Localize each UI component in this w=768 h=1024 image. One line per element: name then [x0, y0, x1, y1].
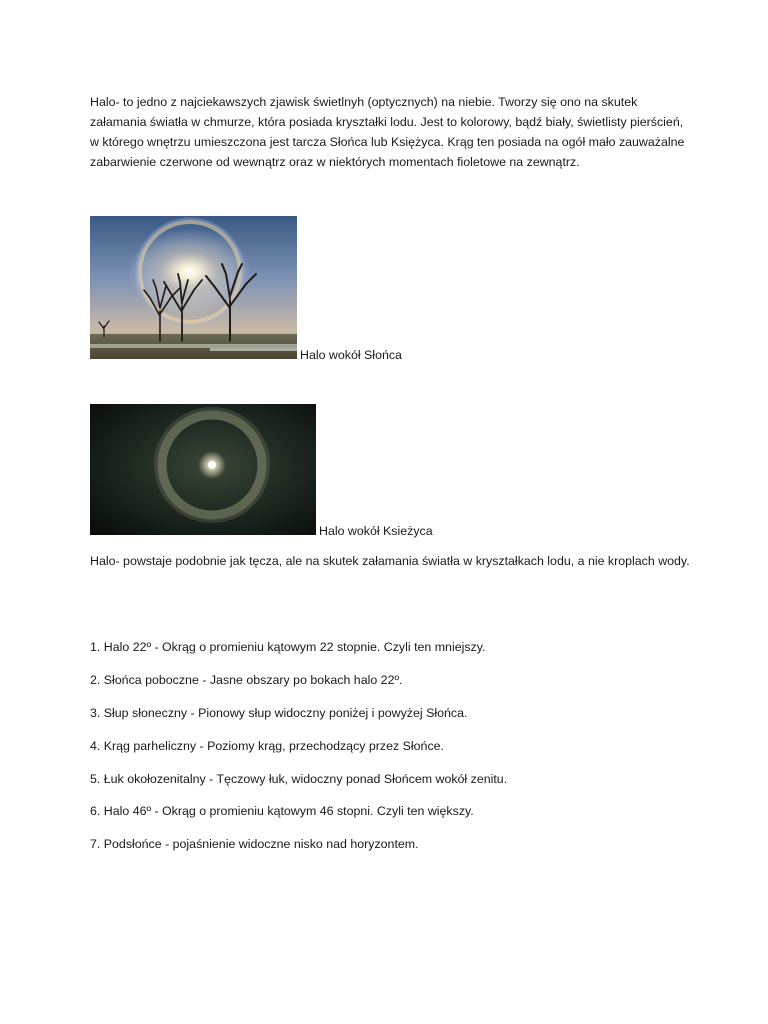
figure-moon-halo: [90, 404, 433, 538]
intro-paragraph: Halo- to jedno z najciekawszych zjawisk świetlnyh (optycznych) na niebie. Tworzy się ono na skutek załamania światła w chmurze, która posiada kryształki lodu. Jest to kolorowy, bądź biały, świetlisty pierścień, w którego wnętrzu umieszczona jest tarcza Słońca lub Księżyca. Krąg ten posiada na ogół mało zauważalne zabarwienie czerwone od wewnątrz oraz w niektórych momentach fioletowe na zewnątrz.: [90, 95, 685, 169]
sun-halo-photo: [90, 216, 297, 359]
figure-moon-caption: Halo wokół Ksieżyca: [319, 524, 433, 538]
figure-sun-caption: Halo wokół Słońca: [300, 348, 402, 362]
moon-halo-photo: [90, 404, 316, 535]
figure-sun-halo: [90, 216, 402, 362]
list-item: 4. Krąg parheliczny - Poziomy krąg, przechodzący przez Słońce.: [90, 739, 444, 753]
list-item: 1. Halo 22º - Okrąg o promieniu kątowym 22 stopnie. Czyli ten mniejszy.: [90, 640, 486, 654]
list-item: 5. Łuk okołozenitalny - Tęczowy łuk, widoczny ponad Słońcem wokół zenitu.: [90, 772, 508, 786]
list-item: 7. Podsłońce - pojaśnienie widoczne nisko nad horyzontem.: [90, 837, 419, 851]
halo-formation-paragraph: Halo- powstaje podobnie jak tęcza, ale na skutek załamania światła w kryształkach lodu, a nie kroplach wody.: [90, 554, 690, 568]
list-item: 6. Halo 46º - Okrąg o promieniu kątowym 46 stopni. Czyli ten większy.: [90, 804, 474, 818]
list-item: 3. Słup słoneczny - Pionowy słup widoczny poniżej i powyżej Słońca.: [90, 706, 468, 720]
list-item: 2. Słońca poboczne - Jasne obszary po bokach halo 22º.: [90, 673, 403, 687]
